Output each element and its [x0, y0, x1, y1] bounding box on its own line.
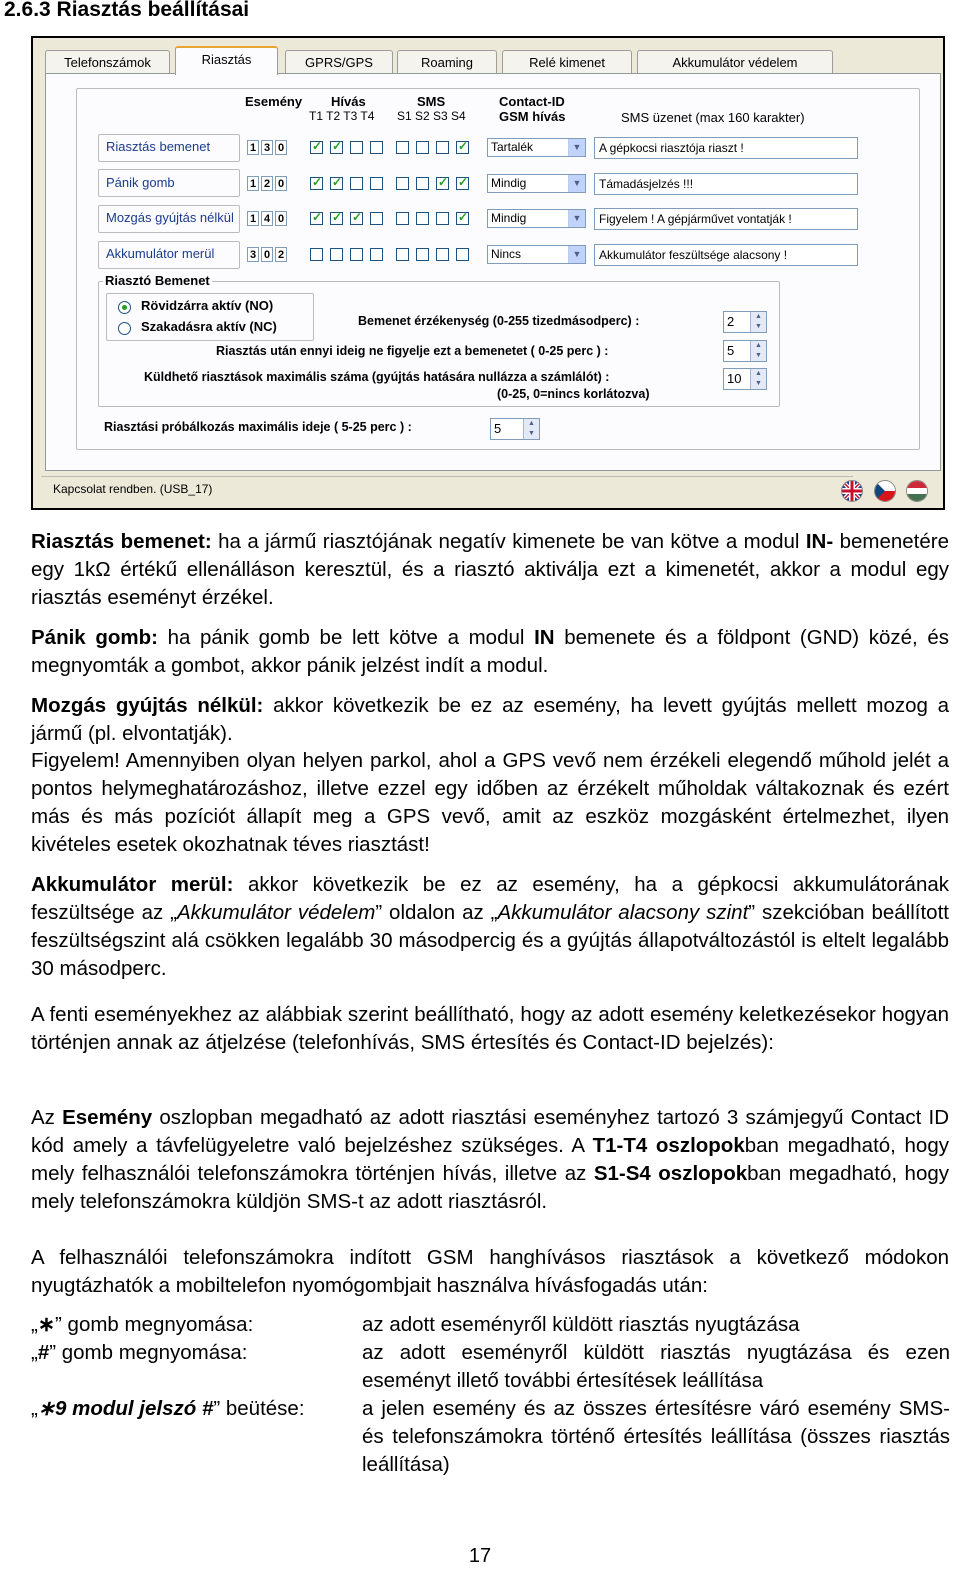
- checkbox-s4[interactable]: [456, 177, 469, 190]
- checkbox-t2[interactable]: [330, 212, 343, 225]
- paragraph-figyelem: Figyelem! Amennyiben olyan helyen parkol, ahol a GPS vevő nem érzékeli elegendő műhold jelét a pontos helymeghatározáshoz, illetve ezzel egy időben az érzékelt műholdak váltakoznak és ezért más és más pozíciót állapít meg a GPS vevő, amit az eszköz mozgásként értelmezhet, ilyen kivételes esetek okozhatnak téves riasztást!: [31, 749, 949, 856]
- checkbox-s3[interactable]: [436, 212, 449, 225]
- checkbox-t1[interactable]: [310, 177, 323, 190]
- value-star: az adott eseményről küldött riasztás nyugtázása: [362, 1313, 800, 1336]
- checkbox-s1[interactable]: [396, 248, 409, 261]
- checkbox-s4[interactable]: [456, 248, 469, 261]
- checkbox-s2[interactable]: [416, 212, 429, 225]
- checkbox-s2[interactable]: [416, 141, 429, 154]
- spin-down-icon[interactable]: ▼: [750, 322, 766, 332]
- contact-id-digit[interactable]: 4: [261, 211, 273, 226]
- header-contact-id: Contact-ID: [499, 94, 565, 109]
- max-time-spinner[interactable]: 5 ▲ ▼: [490, 418, 540, 440]
- row-label: Pánik gomb: [106, 175, 175, 190]
- riasztas-panel: [45, 73, 941, 471]
- tab-gprs-gps[interactable]: GPRS/GPS: [285, 50, 393, 74]
- spin-up-icon[interactable]: ▲: [750, 369, 766, 379]
- spin-up-icon[interactable]: ▲: [523, 419, 539, 429]
- status-bar: Kapcsolat rendben. (USB_17): [41, 476, 853, 501]
- spin-down-icon[interactable]: ▼: [750, 379, 766, 389]
- radio-nc-label: Szakadásra aktív (NC): [141, 319, 277, 334]
- checkbox-t1[interactable]: [310, 212, 323, 225]
- checkbox-t4[interactable]: [370, 177, 383, 190]
- spin-down-icon[interactable]: ▼: [750, 351, 766, 361]
- checkbox-t4[interactable]: [370, 248, 383, 261]
- max-time-label: Riasztási próbálkozás maximális ideje ( 5-25 perc ) :: [104, 420, 412, 434]
- sms-message-input[interactable]: Támadásjelzés !!!: [594, 173, 858, 195]
- radio-no[interactable]: [118, 301, 131, 314]
- contact-id-digit[interactable]: 1: [247, 176, 259, 191]
- header-t-columns: T1 T2 T3 T4: [309, 109, 375, 123]
- key-star: „∗” gomb megnyomása:: [31, 1313, 254, 1336]
- checkbox-s1[interactable]: [396, 177, 409, 190]
- radio-nc[interactable]: [118, 322, 131, 335]
- radio-no-label: Rövidzárra aktív (NO): [141, 298, 274, 313]
- chevron-down-icon[interactable]: ▼: [568, 139, 585, 156]
- checkbox-s2[interactable]: [416, 177, 429, 190]
- header-gsm-hivas: GSM hívás: [499, 109, 566, 124]
- checkbox-s4[interactable]: [456, 141, 469, 154]
- checkbox-t2[interactable]: [330, 177, 343, 190]
- row-label: Mozgás gyújtás nélkül: [106, 210, 234, 225]
- value-password: a jelen esemény és az összes értesítésre váró esemény SMS- és telefonszámokra történő értesítés leállítása (összes riasztás leállítása): [362, 1397, 950, 1476]
- paragraph-oszlopok: Az Esemény oszlopban megadható az adott riasztási eseményhez tartozó 3 számjegyű Contact ID kód amely a távfelügyeletre való bejelzéshez szükséges. A T1-T4 oszlopokban megadható, hogy mely felhasználói telefonszámokra történjen hívás, illetve az S1-S4 oszlopokban megadható, hogy mely telefonszámokra küldjön SMS-t az adott riasztásról.: [31, 1106, 950, 1213]
- contact-id-digit[interactable]: 3: [261, 140, 273, 155]
- checkbox-t1[interactable]: [310, 248, 323, 261]
- spin-up-icon[interactable]: ▲: [750, 312, 766, 322]
- checkbox-t3[interactable]: [350, 212, 363, 225]
- tab-riasztas[interactable]: Riasztás: [175, 46, 278, 75]
- paragraph-nyugtazas: A felhasználói telefonszámokra indított GSM hanghívásos riasztások a következő módokon nyugtázhatók a mobiltelefon nyomógombjait használva hívásfogadás után:: [31, 1246, 949, 1297]
- contact-id-digit[interactable]: 0: [275, 211, 287, 226]
- checkbox-s1[interactable]: [396, 141, 409, 154]
- paragraph-mozgas: Mozgás gyújtás nélkül: akkor következik be ez az esemény, ha levett gyújtás mellett mozog a jármű (pl. elvontatják).: [31, 694, 949, 745]
- checkbox-t4[interactable]: [370, 212, 383, 225]
- checkbox-s3[interactable]: [436, 248, 449, 261]
- checkbox-t2[interactable]: [330, 248, 343, 261]
- sms-message-input[interactable]: Akkumulátor feszültsége alacsony !: [594, 244, 858, 266]
- spin-up-icon[interactable]: ▲: [750, 341, 766, 351]
- contact-id-digit[interactable]: 0: [261, 247, 273, 262]
- gsm-call-combo[interactable]: Tartalék ▼: [487, 138, 586, 157]
- contact-id-digit[interactable]: 3: [247, 247, 259, 262]
- key-password: „∗9 modul jelszó #” beütése:: [31, 1397, 305, 1420]
- checkbox-s3[interactable]: [436, 141, 449, 154]
- checkbox-t3[interactable]: [350, 177, 363, 190]
- checkbox-t3[interactable]: [350, 248, 363, 261]
- ignore-period-label: Riasztás után ennyi ideig ne figyelje ezt a bemenetet ( 0-25 perc ) :: [216, 344, 609, 358]
- key-hash: „#” gomb megnyomása:: [31, 1341, 248, 1364]
- checkbox-t2[interactable]: [330, 141, 343, 154]
- gsm-call-combo[interactable]: Mindig ▼: [487, 209, 586, 228]
- checkbox-t1[interactable]: [310, 141, 323, 154]
- gsm-call-combo[interactable]: Mindig ▼: [487, 174, 586, 193]
- row-label: Riasztás bemenet: [106, 139, 211, 154]
- spin-down-icon[interactable]: ▼: [523, 429, 539, 439]
- paragraph-riasztas-bemenet: Riasztás bemenet: ha a jármű riasztójának negatív kimenete be van kötve a modul IN- bemenetére egy 1kΩ értékű ellenálláson keresztül, és a riasztó aktiválja ezt a kimenetét, akkor a modul egy riasztás eseményt érzékel.: [31, 530, 949, 609]
- tab-roaming[interactable]: Roaming: [397, 50, 497, 74]
- contact-id-digit[interactable]: 0: [275, 176, 287, 191]
- sensitivity-spinner[interactable]: 2 ▲ ▼: [723, 311, 767, 333]
- gsm-call-combo[interactable]: Nincs ▼: [487, 245, 586, 264]
- section-title: 2.6.3 Riasztás beállításai: [4, 0, 250, 21]
- contact-id-digit[interactable]: 1: [247, 140, 259, 155]
- header-s-columns: S1 S2 S3 S4: [397, 109, 466, 123]
- checkbox-s3[interactable]: [436, 177, 449, 190]
- contact-id-digit[interactable]: 2: [275, 247, 287, 262]
- page-number: 17: [468, 1545, 492, 1567]
- flag-cz-icon[interactable]: [874, 480, 896, 502]
- header-esemeny: Esemény: [245, 94, 303, 109]
- tab-telefonszamok[interactable]: Telefonszámok: [45, 50, 170, 74]
- max-alarms-spinner[interactable]: 10 ▲ ▼: [723, 368, 767, 390]
- row-label: Akkumulátor merül: [106, 246, 215, 261]
- header-sms: SMS: [417, 94, 446, 109]
- max-alarms-hint: (0-25, 0=nincs korlátozva): [497, 387, 650, 401]
- contact-id-digit[interactable]: 0: [275, 140, 287, 155]
- config-window-screenshot: [31, 36, 945, 510]
- flag-hu-icon[interactable]: [906, 480, 928, 502]
- ignore-period-spinner[interactable]: 5 ▲ ▼: [723, 340, 767, 362]
- tab-rele-kimenet[interactable]: Relé kimenet: [502, 50, 632, 74]
- sensitivity-label: Bemenet érzékenység (0-255 tizedmásodperc) :: [358, 314, 640, 328]
- checkbox-s2[interactable]: [416, 248, 429, 261]
- chevron-down-icon[interactable]: ▼: [568, 246, 585, 263]
- checkbox-s4[interactable]: [456, 212, 469, 225]
- chevron-down-icon[interactable]: ▼: [568, 210, 585, 227]
- header-hivas: Hívás: [331, 94, 366, 109]
- max-alarms-label: Küldhető riasztások maximális száma (gyújtás hatására nullázza a számlálót) :: [144, 370, 610, 384]
- flag-uk-icon[interactable]: [841, 480, 863, 502]
- sms-message-input[interactable]: Figyelem ! A gépjárművet vontatják !: [594, 208, 858, 230]
- checkbox-t3[interactable]: [350, 141, 363, 154]
- checkbox-s1[interactable]: [396, 212, 409, 225]
- riaszto-bemenet-title: Riasztó Bemenet: [105, 273, 210, 288]
- checkbox-t4[interactable]: [370, 141, 383, 154]
- chevron-down-icon[interactable]: ▼: [568, 175, 585, 192]
- contact-id-digit[interactable]: 2: [261, 176, 273, 191]
- contact-id-digit[interactable]: 1: [247, 211, 259, 226]
- paragraph-attekintes: A fenti eseményekhez az alábbiak szerint beállítható, hogy az adott esemény keletkezésekor hogyan történjen annak az átjelzése (telefonhívás, SMS értesítés és Contact-ID bejelzés):: [31, 1003, 949, 1054]
- header-sms-uzenet: SMS üzenet (max 160 karakter): [621, 110, 805, 125]
- paragraph-panik-gomb: Pánik gomb: ha pánik gomb be lett kötve a modul IN bemenete és a földpont (GND) közé, és megnyomták a gombot, akkor pánik jelzést indít a modul.: [31, 626, 950, 677]
- sms-message-input[interactable]: A gépkocsi riasztója riaszt !: [594, 137, 858, 159]
- tab-akkumulator-vedelem[interactable]: Akkumulátor védelem: [637, 50, 833, 74]
- paragraph-akkumulator: Akkumulátor merül: akkor következik be ez az esemény, ha a gépkocsi akkumulátorának feszültsége az „Akkumulátor védelem” oldalon az „Akkumulátor alacsony szint” szekcióban beállított feszültségszint alá csökken legalább 30 másodpercig és a gyújtás állapotváltozástól is eltelt legalább 30 másodperc.: [31, 873, 949, 980]
- value-hash: az adott eseményről küldött riasztás nyugtázása és ezen eseményt illető további értesítések leállítása: [362, 1341, 950, 1392]
